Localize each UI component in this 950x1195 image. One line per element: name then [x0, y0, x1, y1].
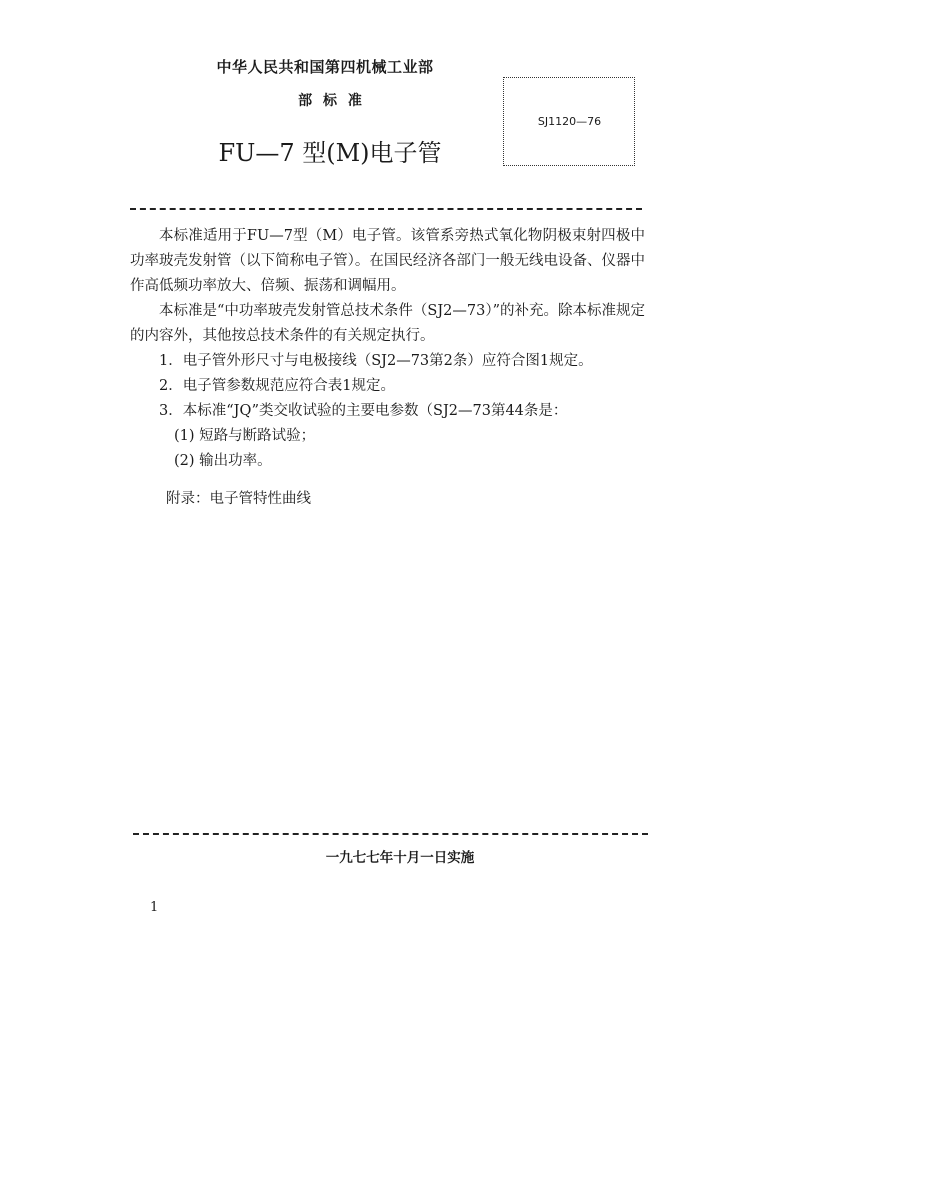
- effective-date: 一九七七年十月一日实施: [325, 850, 475, 866]
- supplement-paragraph: 本标准是“中功率玻壳发射管总技术条件（SJ2—73）”的补充。除本标准规定的内容外，其他按总技术条件的有关规定执行。: [130, 303, 645, 344]
- intro-paragraph: 本标准适用于FU—7型（M）电子管。该管系旁热式氧化物阴极束射四极中功率玻壳发射管（以下简称电子管）。在国民经济各部门一般无线电设备、仪器中作高低频功率放大、倍频、振荡和调幅用。: [130, 228, 645, 294]
- clause-3-sub-1: (1) 短路与断路试验；: [174, 428, 316, 444]
- issuing-ministry: 中华人民共和国第四机械工业部: [216, 58, 434, 76]
- top-divider: [130, 208, 642, 210]
- page-number: 1: [150, 900, 159, 915]
- document-body: [130, 224, 645, 512]
- clause-2: 2．电子管参数规范应符合表1规定。: [159, 378, 395, 394]
- clause-3: 3．本标准“JQ”类交收试验的主要电参数（SJ2—73第44条是：: [159, 403, 568, 419]
- standard-type-label: 部 标 准: [298, 93, 362, 109]
- clause-3-sub-2: (2) 输出功率。: [174, 453, 272, 469]
- clause-1: 1．电子管外形尺寸与电极接线（SJ2—73第2条）应符合图1规定。: [159, 353, 593, 369]
- document-title: FU—7 型(M)电子管: [218, 139, 442, 167]
- bottom-divider: [133, 833, 648, 835]
- appendix-note: 附录：电子管特性曲线: [166, 491, 311, 507]
- standard-code: SJ1120—76: [537, 115, 602, 128]
